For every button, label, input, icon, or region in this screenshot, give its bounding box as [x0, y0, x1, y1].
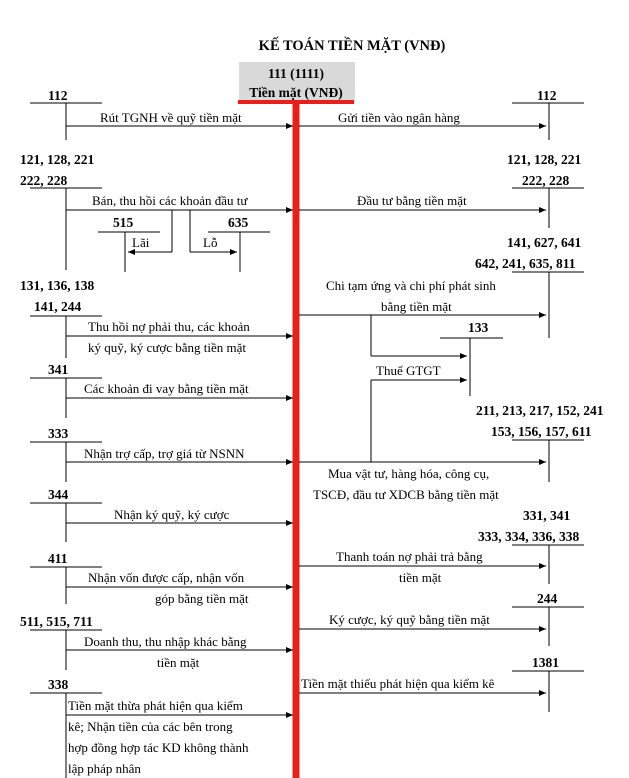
- account-515: 515: [113, 215, 134, 230]
- right-account-121-line2: 222, 228: [522, 173, 570, 188]
- page-title: KẾ TOÁN TIỀN MẶT (VNĐ): [258, 38, 446, 54]
- right-account-141-line2: 642, 241, 635, 811: [475, 256, 576, 271]
- account-635: 635: [228, 215, 249, 230]
- label-rut-tgnh: Rút TGNH về quỹ tiền mặt: [100, 110, 242, 125]
- label-ban-thu-hoi: Bán, thu hồi các khoản đầu tư: [92, 193, 248, 208]
- right-account-112: 112: [537, 88, 557, 103]
- label-thu-hoi-no-line2: ký quỹ, ký cược bằng tiền mặt: [88, 340, 246, 355]
- label-thue-gtgt: Thuế GTGT: [376, 363, 441, 378]
- label-tien-thua-line3: hợp đồng hợp tác KD không thành: [68, 740, 249, 755]
- left-account-411: 411: [48, 551, 68, 566]
- label-mua-vat-tu-line1: Mua vật tư, hàng hóa, công cụ,: [328, 466, 490, 481]
- label-tien-thieu: Tiền mặt thiếu phát hiện qua kiểm kê: [301, 676, 495, 691]
- right-account-211-line2: 153, 156, 157, 611: [491, 424, 592, 439]
- right-account-331-line1: 331, 341: [523, 508, 571, 523]
- left-account-131-line2: 141, 244: [34, 299, 82, 314]
- right-account-211-line1: 211, 213, 217, 152, 241: [476, 403, 604, 418]
- account-133: 133: [468, 320, 489, 335]
- label-nhan-von-line1: Nhận vốn được cấp, nhận vốn: [88, 570, 245, 585]
- left-account-121-line2: 222, 228: [20, 173, 68, 188]
- label-tro-cap: Nhận trợ cấp, trợ giá từ NSNN: [84, 446, 245, 461]
- label-thu-hoi-no-line1: Thu hồi nợ phải thu, các khoản: [88, 319, 250, 334]
- label-ky-quy: Nhận ký quỹ, ký cược: [114, 507, 230, 522]
- right-account-244: 244: [537, 591, 558, 606]
- label-tam-ung-line2: bằng tiền mặt: [381, 299, 452, 314]
- left-account-338: 338: [48, 677, 69, 692]
- left-account-112: 112: [48, 88, 68, 103]
- label-tien-thua-line4: lập pháp nhân: [68, 761, 141, 776]
- center-account-name: Tiền mặt (VNĐ): [249, 85, 343, 100]
- label-gui-tien: Gửi tiền vào ngân hàng: [338, 110, 460, 125]
- label-tam-ung-line1: Chi tạm ứng và chi phí phát sinh: [326, 278, 496, 293]
- label-lo: Lỗ: [203, 235, 218, 250]
- label-thanh-toan-line2: tiền mặt: [399, 570, 442, 585]
- left-account-333: 333: [48, 426, 69, 441]
- right-account-121-line1: 121, 128, 221: [507, 152, 582, 167]
- left-account-131-line1: 131, 136, 138: [20, 278, 95, 293]
- label-doanh-thu-line2: tiền mặt: [157, 655, 200, 670]
- left-account-121-line1: 121, 128, 221: [20, 152, 95, 167]
- left-account-341: 341: [48, 362, 69, 377]
- label-lai: Lãi: [132, 235, 150, 250]
- label-tien-thua-line2: kê; Nhận tiền của các bên trong: [68, 719, 233, 734]
- right-account-1381: 1381: [532, 655, 559, 670]
- label-di-vay: Các khoản đi vay bằng tiền mặt: [84, 381, 249, 396]
- label-doanh-thu-line1: Doanh thu, thu nhập khác bằng: [84, 634, 247, 649]
- left-account-511: 511, 515, 711: [20, 614, 93, 629]
- label-mua-vat-tu-line2: TSCĐ, đầu tư XDCB bằng tiền mặt: [313, 487, 499, 502]
- left-account-344: 344: [48, 487, 69, 502]
- label-ky-cuoc: Ký cược, ký quỹ bằng tiền mặt: [329, 612, 490, 627]
- label-dau-tu: Đầu tư bằng tiền mặt: [357, 193, 467, 208]
- right-account-141-line1: 141, 627, 641: [507, 235, 582, 250]
- right-account-331-line2: 333, 334, 336, 338: [478, 529, 580, 544]
- label-thanh-toan-line1: Thanh toán nợ phải trả bằng: [336, 549, 483, 564]
- label-tien-thua-line1: Tiền mặt thừa phát hiện qua kiểm: [68, 698, 243, 713]
- label-nhan-von-line2: góp bằng tiền mặt: [155, 591, 249, 606]
- center-account-code: 111 (1111): [268, 66, 324, 81]
